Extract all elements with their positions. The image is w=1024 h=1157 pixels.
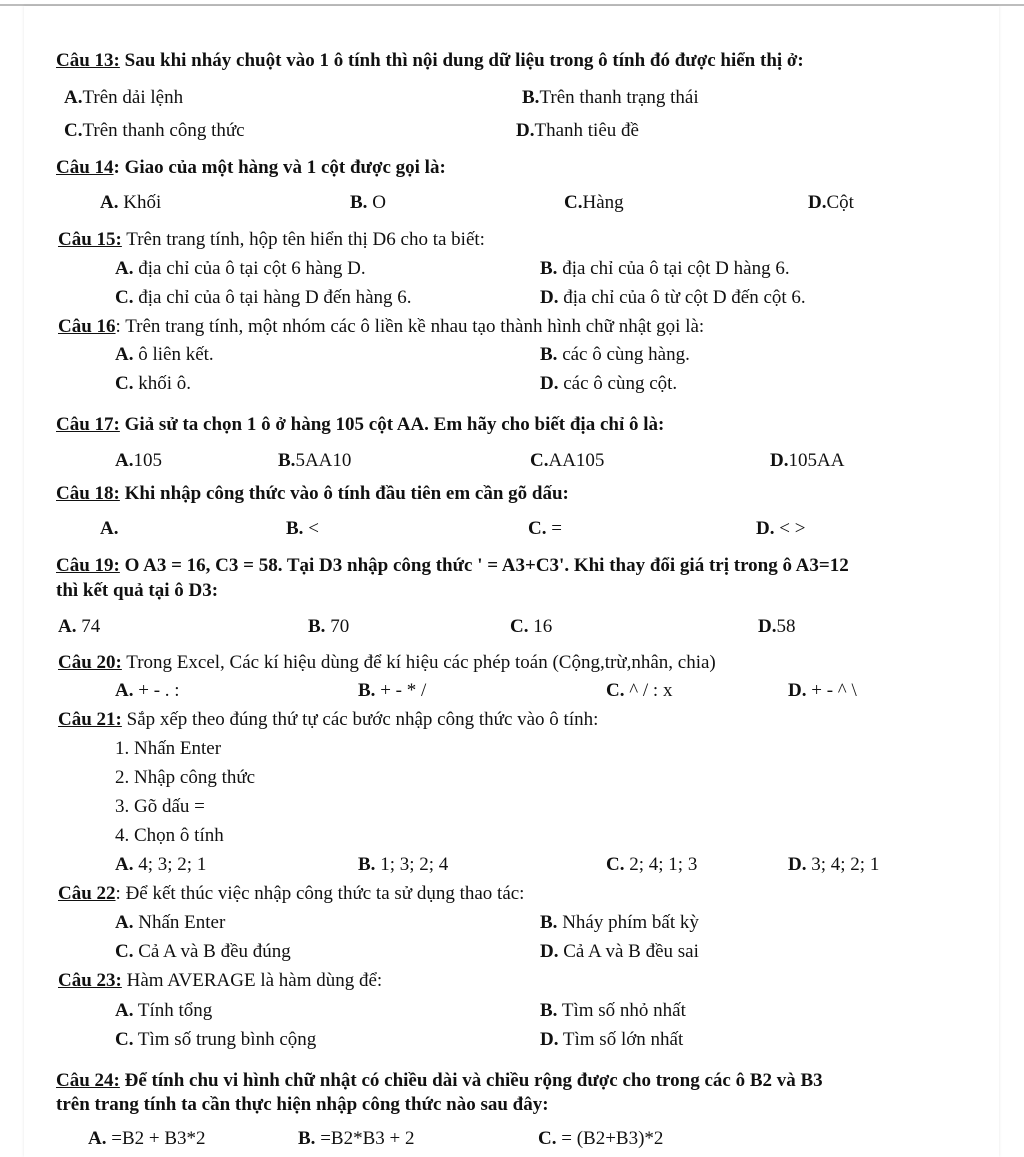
question-20: Câu 20: Trong Excel, Các kí hiệu dùng để kí hiệu các phép toán (Cộng,trừ,nhân, chia) — [58, 652, 716, 673]
question-17: Câu 17: Giả sử ta chọn 1 ô ở hàng 105 cột AA. Em hãy cho biết địa chỉ ô là: — [56, 414, 665, 435]
question-13 — [56, 50, 804, 72]
option-20-d: D. + - ^ \ — [788, 680, 857, 701]
step-1: 1. Nhấn Enter — [115, 738, 222, 759]
option-23-a: A. Tính tổng — [115, 1000, 213, 1021]
question-18: Câu 18: Khi nhập công thức vào ô tính đầu tiên em cần gõ dấu: — [56, 483, 569, 504]
question-19-line-2: thì kết quả tại ô D3: — [56, 580, 219, 601]
option-14-b: B. O — [350, 192, 386, 213]
question-24-line-2: trên trang tính ta cần thực hiện nhập công thức nào sau đây: — [56, 1094, 549, 1115]
option-21-c: C. 2; 4; 1; 3 — [606, 854, 698, 875]
step-4: 4. Chọn ô tính — [115, 825, 224, 846]
option-15-d: D. địa chỉ của ô từ cột D đến cột 6. — [540, 287, 806, 308]
option-23-d: D. Tìm số lớn nhất — [540, 1029, 684, 1050]
question-14: Câu 14: Giao của một hàng và 1 cột được gọi là: — [56, 157, 446, 178]
option-24-a: A. =B2 + B3*2 — [88, 1128, 206, 1149]
question-text: Sau khi nháy chuột vào 1 ô tính thì nội dung dữ liệu trong ô tính đó được hiển thị ở: — [119, 50, 804, 71]
option-14-c: C.Hàng — [564, 192, 624, 213]
option-22-b: B. Nháy phím bất kỳ — [540, 912, 699, 933]
option-22-a: A. Nhấn Enter — [115, 912, 226, 933]
question-23: Câu 23: Hàm AVERAGE là hàm dùng để: — [58, 970, 383, 991]
option-17-b: B.5AA10 — [278, 450, 352, 471]
option-23-c: C. Tìm số trung bình cộng — [115, 1029, 317, 1050]
option-24-c: C. = (B2+B3)*2 — [538, 1128, 664, 1149]
option-17-d: D.105AA — [770, 450, 845, 471]
question-16: Câu 16: Trên trang tính, một nhóm các ô liền kề nhau tạo thành hình chữ nhật gọi là: — [58, 316, 705, 337]
option-24-b: B. =B2*B3 + 2 — [298, 1128, 415, 1149]
option-15-b: B. địa chỉ của ô tại cột D hàng 6. — [540, 258, 790, 279]
option-17-a: A.105 — [115, 450, 162, 471]
option-16-b: B. các ô cùng hàng. — [540, 344, 690, 365]
option-14-d: D.Cột — [808, 192, 854, 213]
option-19-c: C. 16 — [510, 616, 553, 637]
option-21-b: B. 1; 3; 2; 4 — [358, 854, 449, 875]
option-18-c: C. = — [528, 518, 562, 539]
step-2: 2. Nhập công thức — [115, 767, 256, 788]
option-20-b: B. + - * / — [358, 680, 427, 701]
option-22-d: D. Cả A và B đều sai — [540, 941, 699, 962]
option-21-a: A. 4; 3; 2; 1 — [115, 854, 207, 875]
step-3: 3. Gõ dấu = — [115, 796, 205, 817]
question-22: Câu 22: Để kết thúc việc nhập công thức ta sử dụng thao tác: — [58, 883, 525, 904]
option-19-b: B. 70 — [308, 616, 350, 637]
option-15-c: C. địa chỉ của ô tại hàng D đến hàng 6. — [115, 287, 412, 308]
option-16-a: A. ô liên kết. — [115, 344, 214, 365]
option-21-d: D. 3; 4; 2; 1 — [788, 854, 880, 875]
option-13-d: D.Thanh tiêu đề — [516, 120, 639, 141]
option-14-a: A. Khối — [100, 192, 162, 213]
option-20-a: A. + - . : — [115, 680, 180, 701]
option-18-a: A. — [100, 518, 119, 539]
option-17-c: C.AA105 — [530, 450, 605, 471]
question-24: Câu 24: Để tính chu vi hình chữ nhật có chiều dài và chiều rộng được cho trong các ô B2 và B3 — [56, 1070, 823, 1091]
option-13-b: B.Trên thanh trạng thái — [522, 87, 699, 108]
question-number: Câu 13: — [56, 50, 120, 71]
option-16-c: C. khối ô. — [115, 373, 192, 394]
option-20-c: C. ^ / : x — [606, 680, 673, 701]
question-15: Câu 15: Trên trang tính, hộp tên hiển thị D6 cho ta biết: — [58, 229, 485, 250]
option-23-b: B. Tìm số nhỏ nhất — [540, 1000, 686, 1021]
option-19-d: D.58 — [758, 616, 796, 637]
question-21: Câu 21: Sắp xếp theo đúng thứ tự các bước nhập công thức vào ô tính: — [58, 709, 599, 730]
option-13-c: C.Trên thanh công thức — [64, 120, 245, 141]
option-15-a: A. địa chỉ của ô tại cột 6 hàng D. — [115, 258, 366, 279]
option-18-b: B. < — [286, 518, 319, 539]
option-22-c: C. Cả A và B đều đúng — [115, 941, 291, 962]
option-16-d: D. các ô cùng cột. — [540, 373, 678, 394]
option-19-a: A. 74 — [58, 616, 101, 637]
option-18-d: D. < > — [756, 518, 806, 539]
question-19: Câu 19: O A3 = 16, C3 = 58. Tại D3 nhập công thức ' = A3+C3'. Khi thay đổi giá trị trong ô A3=12 — [56, 555, 849, 576]
option-13-a: A.Trên dải lệnh — [64, 87, 184, 108]
